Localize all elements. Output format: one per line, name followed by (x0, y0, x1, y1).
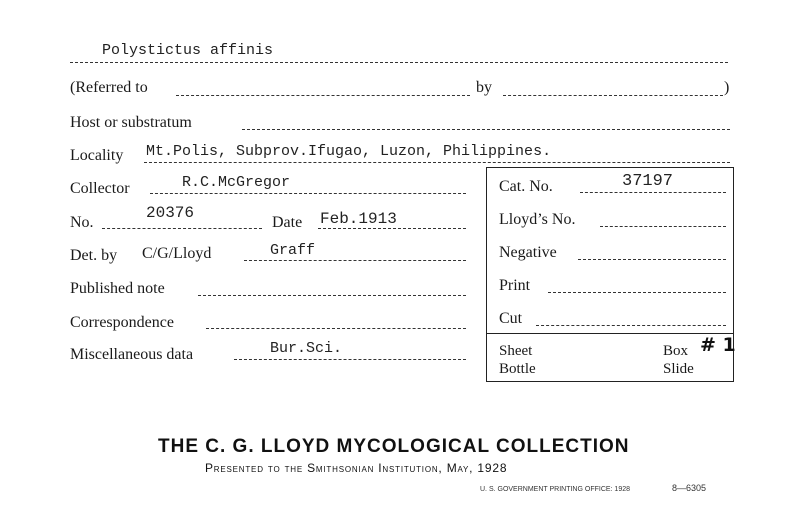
catalog-box-divider (486, 333, 734, 334)
misc-line (234, 359, 466, 360)
host-line (242, 129, 730, 130)
published-note-label: Published note (70, 280, 165, 297)
cat-no-value: 37197 (622, 172, 674, 191)
species-name: Polystictus affinis (102, 42, 274, 59)
date-value: Feb.1913 (320, 210, 397, 228)
catalog-box-top (486, 167, 734, 168)
misc-value: Bur.Sci. (270, 340, 343, 357)
lloyds-no-line (600, 226, 726, 227)
host-label: Host or substratum (70, 114, 192, 131)
det-by-value: Graff (270, 242, 316, 259)
negative-line (578, 259, 726, 260)
collector-value: R.C.McGregor (182, 174, 291, 191)
species-line (70, 62, 728, 63)
referred-by-line (503, 95, 723, 96)
correspondence-line (206, 328, 466, 329)
referred-to-label: (Referred to (70, 79, 148, 96)
print-line (548, 292, 726, 293)
locality-value: Mt.Polis, Subprov.Ifugao, Luzon, Philippines. (146, 143, 552, 160)
referred-to-line (176, 95, 470, 96)
collector-line (150, 193, 466, 194)
print-label: Print (499, 277, 531, 294)
collection-title: THE C. G. LLOYD MYCOLOGICAL COLLECTION (158, 436, 630, 457)
misc-label: Miscellaneous data (70, 346, 194, 363)
correspondence-label: Correspondence (70, 314, 174, 331)
locality-line (144, 162, 730, 163)
date-label: Date (272, 214, 303, 231)
cut-label: Cut (499, 310, 523, 327)
slide-label: Slide (663, 361, 694, 377)
referred-by-label: by (476, 79, 492, 96)
box-value: # 1 (700, 334, 736, 356)
catalog-box-left (486, 167, 487, 381)
box-label: Box (663, 343, 689, 359)
cat-no-line (580, 192, 726, 193)
referred-close-paren: ) (724, 79, 730, 96)
locality-label: Locality (70, 147, 124, 164)
printing-office-imprint: U. S. GOVERNMENT PRINTING OFFICE: 1928 (480, 486, 631, 493)
collection-subtitle: Presented to the Smithsonian Institution, May, 1928 (205, 461, 508, 475)
collector-label: Collector (70, 180, 130, 197)
published-note-line (198, 295, 466, 296)
form-number: 8—6305 (672, 483, 707, 493)
sheet-label: Sheet (499, 343, 533, 359)
number-label: No. (70, 214, 94, 231)
negative-label: Negative (499, 244, 557, 261)
lloyds-no-label: Lloyd’s No. (499, 211, 576, 228)
det-by-struck-name: C/G/Lloyd (142, 245, 212, 262)
cut-line (536, 325, 726, 326)
cat-no-label: Cat. No. (499, 178, 553, 195)
date-line (318, 228, 466, 229)
det-by-line (244, 260, 466, 261)
catalog-box-bottom (486, 381, 734, 382)
number-line (102, 228, 262, 229)
bottle-label: Bottle (499, 361, 536, 377)
number-value: 20376 (146, 204, 195, 222)
det-by-label: Det. by (70, 247, 118, 264)
